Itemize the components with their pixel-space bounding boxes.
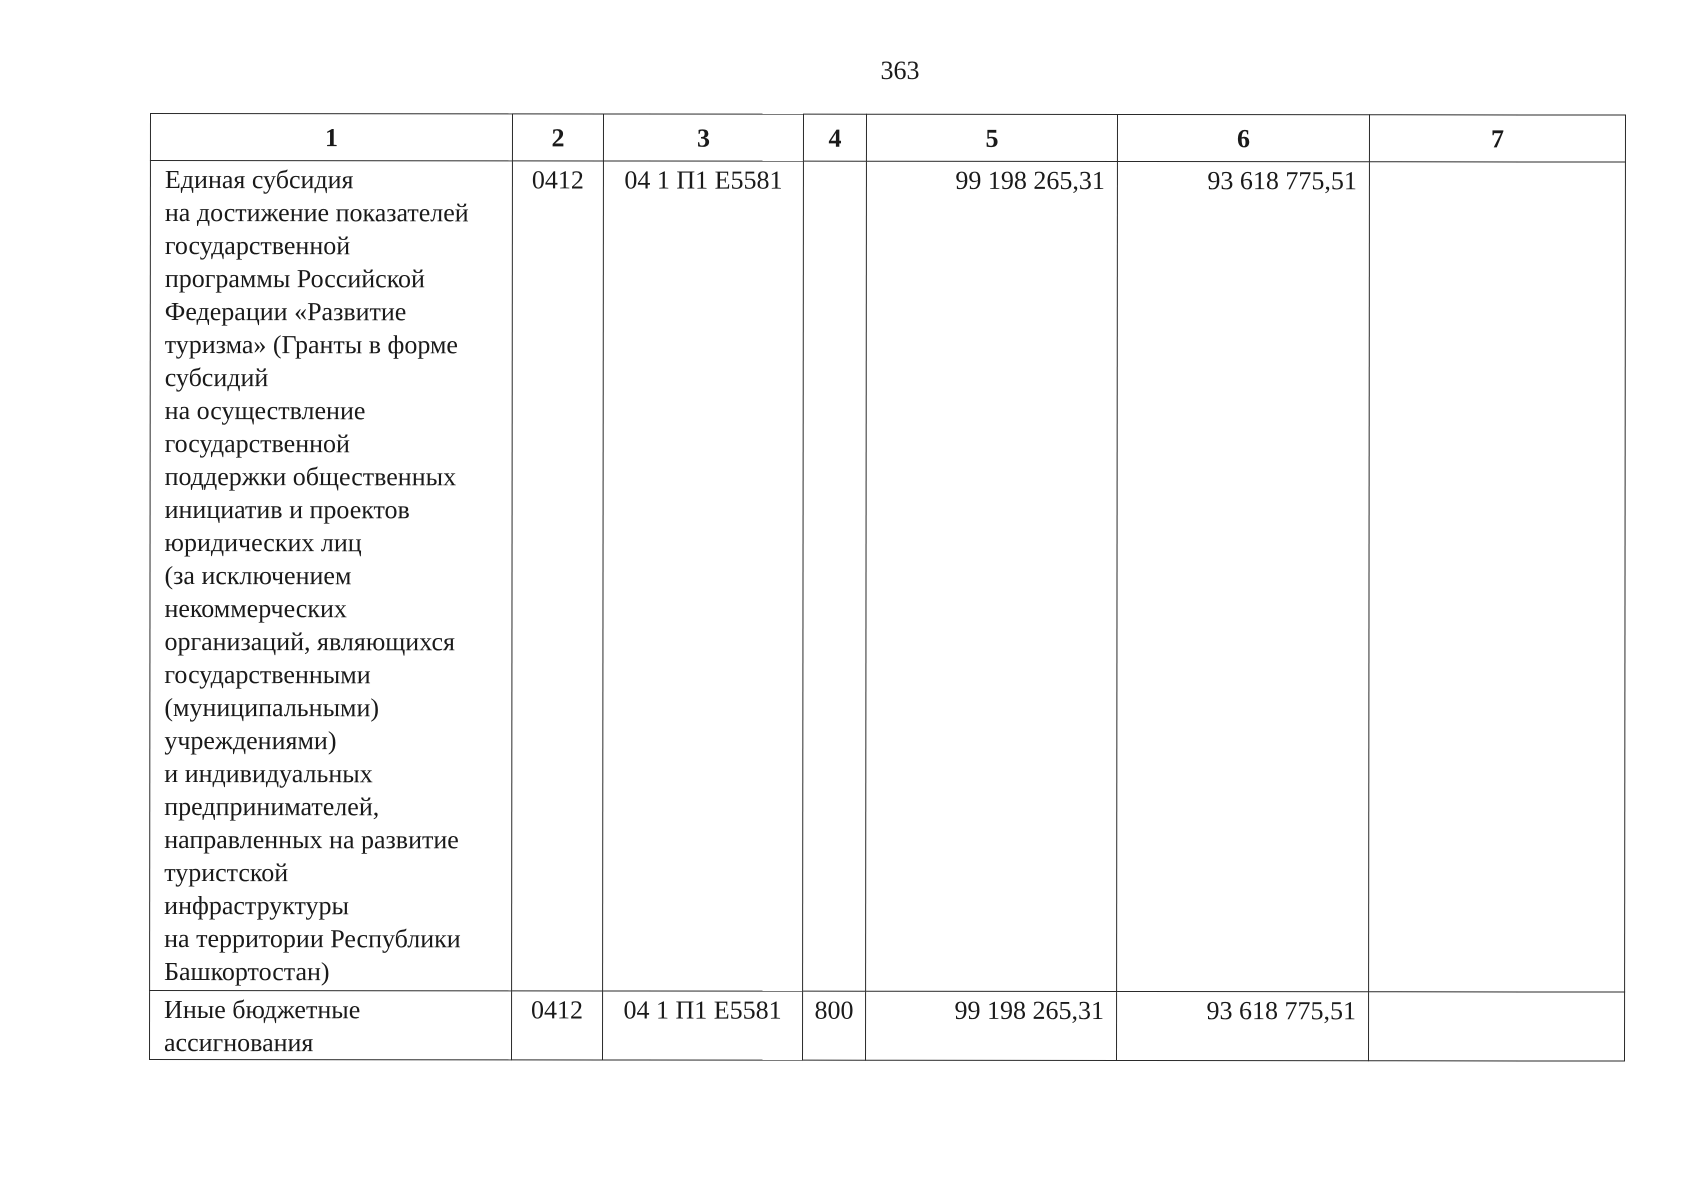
row-description: Единая субсидия на достижение показателей государственной программы Российской Федерации «Развитие туризма» (Гранты в форме субсидий на осуществление государственной поддержки общественных инициатив и проектов юридических лиц (за исключением некоммерческих организаций, являющихся государственными (муниципальными) учреждениями) и индивидуальных предпринимателей, направленных на развитие туристской инфраструктуры на территории Республики Башкортостан)	[150, 161, 513, 991]
row-section-code: 0412	[512, 991, 603, 1060]
column-header-4: 4	[803, 114, 866, 161]
row-target-article: 04 1 П1 Е5581	[603, 161, 804, 991]
table-row	[150, 161, 1626, 993]
budget-table	[149, 113, 1626, 1062]
row-amount-col5: 99 198 265,31	[866, 991, 1117, 1060]
row-expense-type	[803, 161, 867, 991]
column-header-5: 5	[866, 114, 1117, 161]
column-header-2: 2	[512, 114, 603, 161]
row-amount-col5: 99 198 265,31	[866, 161, 1118, 991]
table-row	[150, 991, 1625, 1062]
row-amount-col7	[1369, 992, 1625, 1061]
page-number: 363	[880, 56, 920, 85]
column-header-1: 1	[150, 114, 512, 161]
row-target-article: 04 1 П1 Е5581	[603, 991, 803, 1060]
column-header-7: 7	[1369, 115, 1625, 162]
row-amount-col6: 93 618 775,51	[1117, 162, 1370, 992]
column-header-3: 3	[603, 114, 803, 161]
row-amount-col7	[1369, 162, 1626, 992]
header-row	[150, 114, 1625, 163]
column-header-6: 6	[1117, 115, 1369, 162]
row-amount-col6: 93 618 775,51	[1117, 992, 1369, 1061]
row-expense-type: 800	[803, 991, 866, 1060]
row-description: Иные бюджетные ассигнования	[150, 991, 512, 1060]
row-section-code: 0412	[512, 161, 604, 991]
